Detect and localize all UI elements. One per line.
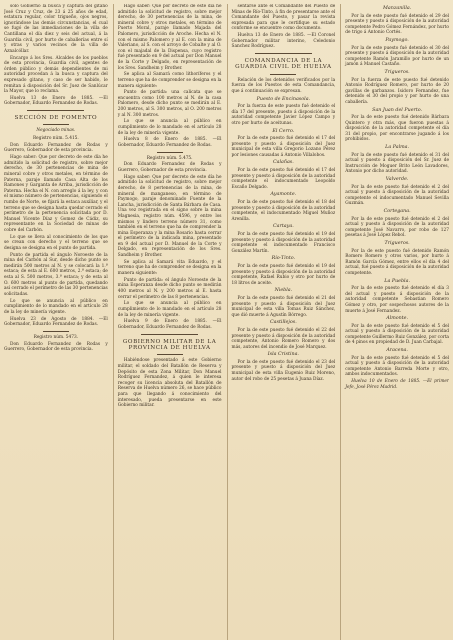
paragraph: Por la de este puesto fué detenido el 23 del presente y puesto á disposición del Juez municipal de esta villa Eugenio Ruiz Moreno, autor del robo de 25 pesetas á Juana Díaz.: [231, 359, 336, 382]
paragraph: Por la fuerza de este puesto fué detenido el día 17 del presente, puesto á disposición de la autoridad competente Javier López Campo y otro por hurto de aceitunas.: [231, 104, 336, 126]
column-2: [113, 4, 222, 640]
paragraph: Por la de este puesto fué detenido Bárbara Quintero y otra más, que fueron puestas á disposición de la autoridad competente el día 31 del propio, por encontrarse jugando á los prohibidos.: [345, 115, 449, 143]
paragraph: Hago saber: Que por decreto de este día he admitido la solicitud de registro, sobre mejor derecho, de 30 pertenencias de la mina, de mineral cobre y otros metales, en término de Puerto Moral, paraje llamado Majada del Palomero, jurisdicción de Aroche. Hecha el N. con el mismo Palomero y al E. con la mina de Valeriano, al S. con el arroyo de Cobalte y al O. con el majadal de la Dispensa, cuyo registro fué presentado en 9 del actual por Don Manuel de la Corte y Delgado, en representación de los Sres. Sandheim y Brother.: [117, 4, 222, 71]
registry-number: Registro núm. 5473.: [33, 334, 79, 340]
paragraph: Por la de este puesto fué detenido el 5 del actual y puesto á disposición de la autoridad competente Antonio Barreda Morte y otro, ambos indocumentados.: [345, 355, 449, 378]
divider-rule: [43, 331, 69, 332]
subsection-heading: Valverde.: [385, 177, 409, 183]
paragraph: Don Eduardo Fernandez de Rodas y Guerrero, Gobernador de esta provincia.: [117, 162, 222, 173]
paragraph: Se aplica al Samará como lithoríferos y el terreno que ha de comprender se designa en la manera siguiente:: [117, 72, 222, 89]
column-3: [227, 4, 336, 640]
section-heading: COMANDANCIA DE LA GUARDIA CIVIL DE HUELVA: [235, 57, 332, 71]
divider-rule: [43, 124, 69, 125]
paragraph: Lo que se anuncia al público en cumplimiento de lo mandado en el artículo 28 de la ley de minería vigente.: [117, 119, 222, 136]
paragraph: Por la de este puesto fué detenido el 19 del presente y puesto á disposición de la autoridad competente, Rafael Rubio y otro por hurto de 18 litros de aceite.: [231, 263, 336, 286]
paragraph: Huelva 13 de Enero de 1885. —El Gobernador, Eduardo Fernandez de Rodas.: [4, 95, 108, 107]
paragraph: Lo que se anuncia al público en cumplimiento de lo mandado en el artículo 28 de la ley de minería vigente.: [117, 301, 222, 318]
paragraph: Lo que se anuncia al público en cumplimiento de lo mandado en el artículo 28 de la ley de minería vigente.: [4, 298, 108, 315]
subsection-heading: Almonte.: [386, 316, 409, 322]
paragraph: Se aplica al Samará vita Eduardo, y el terreno que ha de comprender se designa en la manera siguiente:: [117, 259, 222, 277]
divider-rule: [141, 334, 198, 335]
subsection-heading: El Cerro.: [272, 128, 295, 134]
subsection-heading: Manzanilla.: [382, 6, 412, 11]
subsection-heading: Trigueros.: [384, 240, 410, 246]
paragraph: Punto de partida el ángulo Noroeste de la mina del Carbón al Sur, desde dicho punto se medirán 500 metros al N. y se colocará la 1.ª estaca; de esta al E. 600 metros, 2.ª estaca; de esta al S. 500 metros, 3.ª estaca; y de esta al O. 600 metros al punto de partida, quedando así cerrado el perímetro de las 30 pertenencias solicitadas.: [4, 252, 108, 297]
subsection-heading: Aracena.: [386, 348, 408, 354]
subheading: Negociado minas.: [36, 128, 76, 134]
paragraph: Habiéndose presentado á este Gobierno militar, el soldado del Batallón de Reserva y Depósito de esta Zona Militar, Don Manuel Rodríguez Fernandez, á quien le interesa recoger su licencia absoluta del Batallón de Reserva de Huelva número 26, se hace público para que llegando á conocimiento del interesado, pueda presentarse en este Gobierno militar.: [117, 358, 222, 409]
subsection-heading: Ayamonte.: [270, 192, 297, 198]
subsection-heading: Niebla.: [274, 288, 293, 294]
subsection-heading: Cartaya.: [273, 224, 294, 230]
paragraph: Por la de este puesto fué detenido el 22 del presente y puesto á disposición de la autoridad competente, Antonio Romero Romero y dos más, autores del incendio de José Marquez.: [231, 327, 336, 350]
paragraph: Por la de este puesto fué detenido el 18 del presente y puesto á disposición de la autoridad competente, el indocumentado Miguel Muñoz Arenilla.: [231, 200, 336, 222]
paragraph: Por la de este puesto fué detenido el 21 del presente y puesto á disposición del Juez municipal de esta villa Tomas Ruiz Sánchez, que dió muerte á Agustín Bórrego.: [231, 295, 336, 318]
subsection-heading: Río-Tinto.: [271, 256, 296, 262]
divider-rule: [27, 110, 84, 111]
subsection-heading: Castillejos.: [270, 320, 297, 326]
divider-rule: [157, 354, 183, 355]
paragraph: Por la fuerza de este puesto fué detenido Antonio Rodríguez Romero, por hurto de 20 gavillas de garbanzos. Isidoro Fernandez, fue detenido el 30 del propio y por hurto de una caballería.: [345, 77, 449, 105]
section-heading: SECCIÓN DE FOMENTO: [14, 115, 98, 122]
divider-rule: [270, 74, 296, 75]
paragraph: Don Eduardo Fernandez de Rodas y Guerrero, Gobernador de esta provincia.: [4, 341, 108, 353]
subsection-heading: Trigueros.: [384, 69, 410, 75]
section-heading: GOBIERNO MILITAR DE LA PROVINCIA DE HUELVA: [122, 338, 217, 351]
paragraph: Lo que se lleva al conocimiento de los que se crean con derecho y el terreno que se designa se designa en el punto de partida.: [4, 234, 108, 251]
paragraph: Por la de este puesto fué detenido el 2 del actual y puesto á disposición de la autoridad competente el indocumentado Manuel Sevilla Guzmán.: [345, 184, 449, 207]
paragraph: Punto de partida: una calicata que se encuentra como 100 metros al N. de la casa Palomero, desde dicho punto se medirán al E. 200 metros, al S. 300 metros, al O. 200 metros y al N. 300 metros.: [117, 90, 222, 118]
subsection-heading: Puesto de Encinasola.: [256, 96, 311, 102]
paragraph: sentarse ante el Comandante del Puesto de Minas de Río-Tinto, á fin de presentarse ante el Comandante del Puesto, y pasar la revista expresada para que le certifique su estado conforme se encuentre como documento.: [231, 4, 336, 32]
divider-rule: [255, 53, 312, 54]
subsection-heading: La Puebla.: [384, 278, 410, 284]
subsection-heading: Paymogo.: [385, 37, 409, 43]
paragraph: Por la de este puesto fué detenido Ramón Romero Romero y otros varios, por hurto á Ramón García Gómez, entre ellos el día 4 del actual, fué puesto á disposición de la autoridad competente.: [345, 248, 449, 276]
paragraph: Relación de los detenidos verificados por la fuerza de los Puestos de esta Comandancia, que á continuación se expresan.: [231, 77, 336, 94]
subsection-heading: La Palma.: [385, 145, 410, 151]
paragraph: Huelva 13 de Enero de 1885. —El Coronel Gobernador militar interino, Celedonio Sanchez Rodríguez.: [231, 33, 336, 50]
paragraph: Huelva 9 de Enero de 1885. —El Gobernador, Eduardo Fernandez de Rodas.: [117, 319, 222, 330]
paragraph: Huelva 23 de Agosto de 1884. —El Gobernador, Eduardo Fernandez de Rodas.: [4, 316, 108, 328]
paragraph: Encargo á los Sres. Alcaldes de los pueblos de esta provincia, Guardia civil, agentes de órden público y demás dependientes de mi autoridad procedan á la busca y captura del expresado gitano, y caso de ser habido, le remitan á disposición del Sr. Juez de Sanlúcar la Mayor, que lo reclama.: [4, 55, 108, 95]
subsection-heading: Calañas.: [272, 160, 294, 166]
subsection-heading: Isla Cristina.: [267, 352, 299, 358]
paragraph: Por la de este puesto fué detenido el 2 del actual y puesto á disposición de la autoridad competente José Navarro, por robo de 127 pesetas á José López Rebol.: [345, 216, 449, 239]
paragraph: Por la de este puesto fué detenido el día 3 del actual y puesto á disposición de la autoridad competente Sebastian Romero Gómez y otro, por sospechosos autores de la muerte á José Fernandez.: [345, 286, 449, 314]
paragraph: Por la de este puesto fué detenido el 31 del actual y puesto á disposición del Sr. Juez de Instrucción de Moguer Brito León Lavadores, Antonio por dicho autoridad.: [345, 152, 449, 175]
column-1: [4, 4, 108, 640]
paragraph: Por la de este puesto fué detenido el 19 del presente y puesto á disposición de la autoridad competente el indocumentado Francisco González Martín.: [231, 232, 336, 254]
paragraph: Por la de este puesto fué detenido el 17 del presente y puesto á disposición del Juez municipal de esta villa Gregorio Lozano Pérez por lesiones causadas á Antonio Villalobos.: [231, 136, 336, 158]
paragraph: Hago saber: Que por decreto de este día he admitido la solicitud de registro, sobre mejor derecho, de 8 pertenencias de la mina, de mineral de manganeso, en término de Paymogo, paraje denominado Fuente de la Lancha, jurisdicción de Santa Bárbara de Casa. Una vez registrada en el signo sobre la mina Magnesia, registro núm. 4596, y entre los mismos y lindero terreno número 31, como también en el terreno que ha de comprender la mina Esperanza y la mina Rosario hasta cerrar el perímetro de la indicada mina, presentado en 9 del actual por D. Manuel de la Corte y Delgado, en representación de los Sres. Sandheim y Brother.: [117, 174, 222, 259]
paragraph: Don Eduardo Fernandez de Rodas y Guerrero, Gobernador de esta provincia.: [4, 142, 108, 154]
paragraph: Por la de este puesto fué detenido el 17 del presente y puesto á disposición de la autoridad competente el indocumentado Leopoldo Escaño Delgado.: [231, 168, 336, 190]
column-4: [340, 4, 449, 640]
paragraph: Hago saber: Que por decreto de este día he admitido la solicitud de registro, sobre mejor derecho, de 30 pertenencias de mina de mineral cobre y otros metales, en término de Paterna, paraje llamado Casa Alta de los Ramones y Garganta de Arriba, jurisdicción de Paterna. Hecha el N. con arreglo á la ley, y con el mismo número de pertenencias, siguiendo el rumbo de Norte, se fijará la estaca auxiliar, y el terreno que se designa hasta quedar cerrado el perímetro de la pertenencia solicitada por D. Manuel Vicente Díaz y Gomez de Cádiz, su representante en la Sociedad de minas de cobre del Carbón.: [4, 155, 108, 233]
subsection-heading: Cortegana.: [383, 209, 411, 214]
paragraph: Por la de este puesto fué detenido el 30 del presente y puesto á disposición de la autoridad competente Ramón Jaramillo por hurto de un jamón á Manuel Castaño.: [345, 45, 449, 68]
paragraph: Huelva 8 de Enero de 1885. —El Gobernador, Eduardo Fernandez de Rodas.: [117, 137, 222, 148]
divider-rule: [157, 152, 183, 153]
registry-number: Registro núm. 5.415.: [32, 136, 79, 142]
paragraph: Por la de este puesto fué detenido el 5 del actual y puesto á disposición de la autoridad competente Guillermo Ruiz González, por corta de 4 pinos en propiedad de D. Juan Carbajal.: [345, 323, 449, 346]
paragraph: solo Gobierno la busca y captura del gitano José Cruz y Cruz, de 23 á 25 años de edad, estatura regular, color trigueño, ojos negros, ignorándose las demás circunstancias, el cual se fugó de las inmediaciones de la villa de Cantillana el día diez y seis del actual, á la Guardia civil, por hurto de caballerías entre sí y otras y varios vecinos de la villa de Aznalcóllar.: [4, 4, 108, 54]
paragraph: Punto de partida: el ángulo Noroeste de la mina Esperanza desde dicho punto se medirán 400 metros al N. y 200 metros al E. hasta cerrar el perímetro de las 8 pertenencias.: [117, 277, 222, 300]
subsection-heading: San Juan del Puerto.: [372, 107, 423, 113]
paragraph: Por la de este puesto fué detenido el 29 del presente y puesto á disposición de la autoridad competente Pedro Gómez Fernández, por hurto de trigo á Antonio Cortés.: [345, 13, 449, 36]
registry-number: Registro núm. 5.475.: [146, 155, 193, 161]
signature-line: Huelva 10 de Enero de 1885. —El primer Jefe, José Pérez Madrid.: [345, 379, 449, 390]
